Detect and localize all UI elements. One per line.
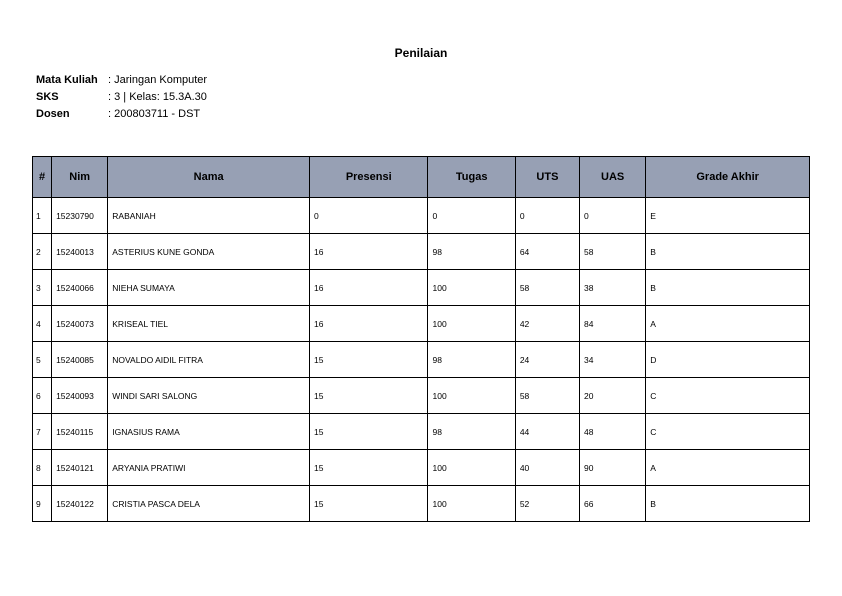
cell-uas: 34	[580, 342, 646, 378]
cell-tugas: 100	[428, 378, 515, 414]
cell-presensi: 16	[310, 234, 428, 270]
cell-nim: 15240085	[52, 342, 108, 378]
table-row	[33, 234, 810, 270]
cell-tugas: 100	[428, 486, 515, 522]
table-row	[33, 414, 810, 450]
cell-presensi: 16	[310, 306, 428, 342]
cell-grade: E	[646, 198, 810, 234]
cell-grade: C	[646, 414, 810, 450]
cell-grade: A	[646, 306, 810, 342]
credits-label: SKS	[36, 91, 59, 103]
course-info	[36, 72, 207, 123]
cell-uas: 84	[580, 306, 646, 342]
cell-number: 9	[33, 486, 52, 522]
page-title: Penilaian	[394, 46, 448, 60]
table-row	[33, 306, 810, 342]
cell-grade: B	[646, 270, 810, 306]
cell-tugas: 98	[428, 234, 515, 270]
cell-tugas: 98	[428, 342, 515, 378]
cell-uts: 58	[515, 270, 579, 306]
cell-number: 8	[33, 450, 52, 486]
table-row	[33, 270, 810, 306]
cell-presensi: 15	[310, 378, 428, 414]
cell-number: 5	[33, 342, 52, 378]
cell-nama: KRISEAL TIEL	[108, 306, 310, 342]
lecturer-row	[36, 106, 207, 123]
cell-uts: 52	[515, 486, 579, 522]
cell-nim: 15240073	[52, 306, 108, 342]
cell-uas: 0	[580, 198, 646, 234]
cell-number: 1	[33, 198, 52, 234]
course-name-value: : Jaringan Komputer	[108, 74, 208, 86]
cell-number: 7	[33, 414, 52, 450]
cell-nama: ASTERIUS KUNE GONDA	[108, 234, 310, 270]
cell-uts: 40	[515, 450, 579, 486]
credits-row	[36, 89, 207, 106]
table-row	[33, 486, 810, 522]
cell-nama: RABANIAH	[108, 198, 310, 234]
cell-presensi: 15	[310, 486, 428, 522]
lecturer-label: Dosen	[36, 108, 70, 120]
cell-tugas: 0	[428, 198, 515, 234]
cell-tugas: 100	[428, 450, 515, 486]
cell-grade: C	[646, 378, 810, 414]
cell-number: 4	[33, 306, 52, 342]
cell-nama: WINDI SARI SALONG	[108, 378, 310, 414]
cell-uts: 24	[515, 342, 579, 378]
cell-nim: 15240115	[52, 414, 108, 450]
cell-tugas: 100	[428, 270, 515, 306]
header-uas: UAS	[580, 157, 646, 198]
table-header-row	[33, 157, 810, 198]
cell-uas: 66	[580, 486, 646, 522]
cell-number: 3	[33, 270, 52, 306]
cell-nim: 15240013	[52, 234, 108, 270]
header-number: #	[33, 157, 52, 198]
header-nim: Nim	[52, 157, 108, 198]
cell-nama: NIEHA SUMAYA	[108, 270, 310, 306]
cell-number: 6	[33, 378, 52, 414]
table-row	[33, 198, 810, 234]
cell-grade: D	[646, 342, 810, 378]
cell-presensi: 15	[310, 414, 428, 450]
cell-nama: IGNASIUS RAMA	[108, 414, 310, 450]
cell-uas: 20	[580, 378, 646, 414]
cell-nim: 15240122	[52, 486, 108, 522]
cell-uts: 0	[515, 198, 579, 234]
cell-presensi: 16	[310, 270, 428, 306]
lecturer-value: : 200803711 - DST	[108, 108, 201, 120]
cell-uts: 58	[515, 378, 579, 414]
header-uts: UTS	[515, 157, 579, 198]
cell-nim: 15240066	[52, 270, 108, 306]
table-row	[33, 378, 810, 414]
cell-tugas: 100	[428, 306, 515, 342]
cell-grade: A	[646, 450, 810, 486]
cell-nama: ARYANIA PRATIWI	[108, 450, 310, 486]
cell-nim: 15230790	[52, 198, 108, 234]
cell-uts: 44	[515, 414, 579, 450]
cell-uts: 64	[515, 234, 579, 270]
cell-uas: 38	[580, 270, 646, 306]
credits-value: : 3 | Kelas: 15.3A.30	[108, 91, 207, 103]
header-tugas: Tugas	[428, 157, 515, 198]
header-nama: Nama	[108, 157, 310, 198]
course-name-label: Mata Kuliah	[36, 74, 98, 86]
cell-uas: 90	[580, 450, 646, 486]
header-presensi: Presensi	[310, 157, 428, 198]
cell-grade: B	[646, 486, 810, 522]
cell-nama: CRISTIA PASCA DELA	[108, 486, 310, 522]
cell-presensi: 0	[310, 198, 428, 234]
cell-tugas: 98	[428, 414, 515, 450]
cell-presensi: 15	[310, 342, 428, 378]
table-row	[33, 342, 810, 378]
cell-nim: 15240121	[52, 450, 108, 486]
cell-nama: NOVALDO AIDIL FITRA	[108, 342, 310, 378]
cell-grade: B	[646, 234, 810, 270]
cell-number: 2	[33, 234, 52, 270]
cell-nim: 15240093	[52, 378, 108, 414]
table-row	[33, 450, 810, 486]
grades-table	[32, 156, 810, 522]
header-grade-akhir: Grade Akhir	[646, 157, 810, 198]
cell-uas: 58	[580, 234, 646, 270]
cell-presensi: 15	[310, 450, 428, 486]
cell-uts: 42	[515, 306, 579, 342]
course-name-row	[36, 72, 207, 89]
cell-uas: 48	[580, 414, 646, 450]
